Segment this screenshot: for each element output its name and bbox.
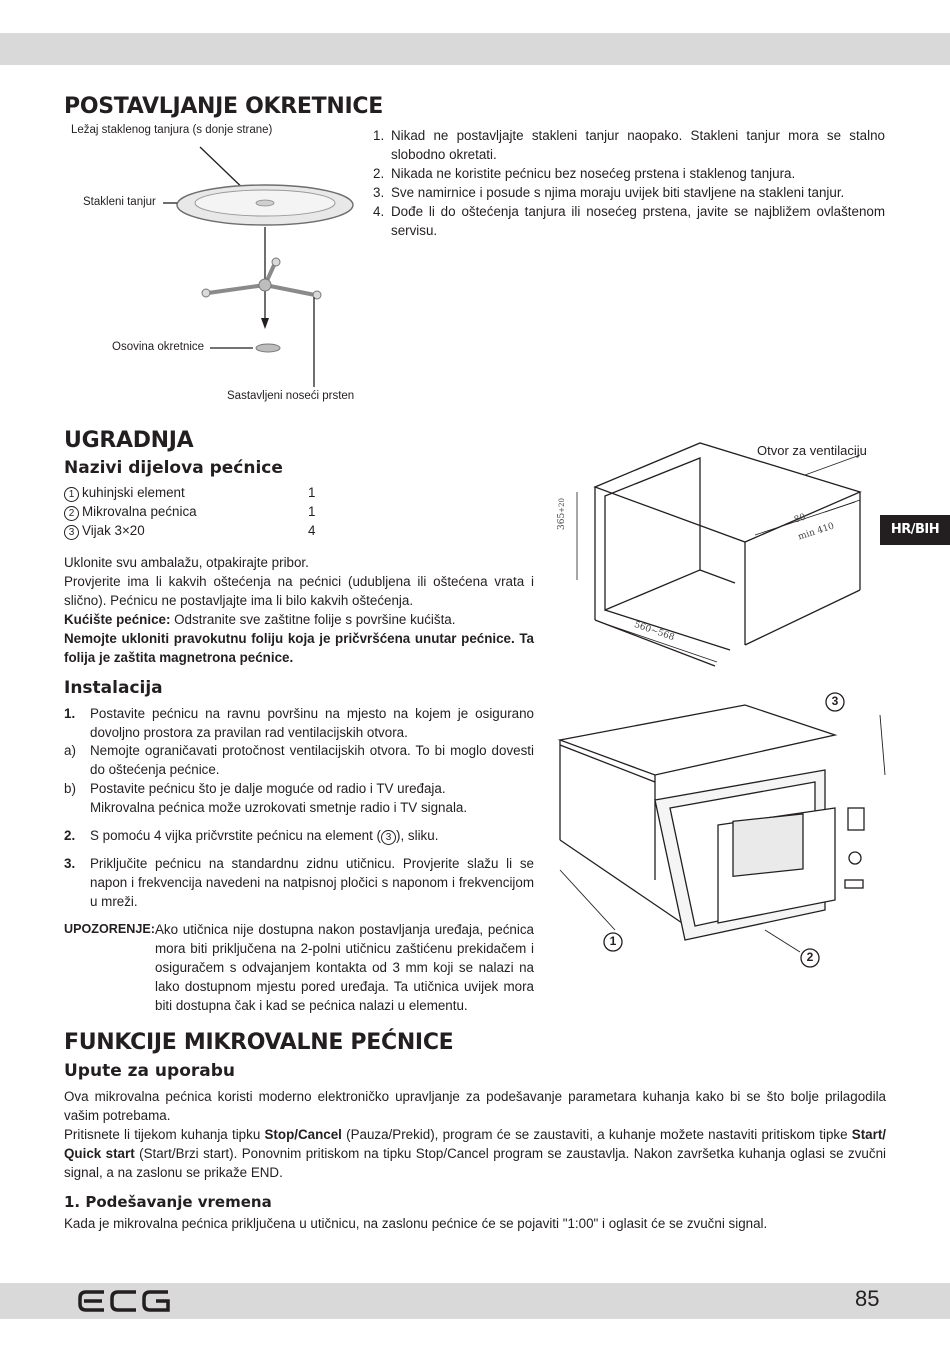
logo-letter-c bbox=[112, 1292, 136, 1310]
step-text: Nemojte ograničavati protočnost ventilacijskih otvora. To bi moglo dovesti do oštećenja pećnice. bbox=[90, 743, 534, 777]
note-text: Nikad ne postavljajte stakleni tanjur naopako. Stakleni tanjur mora se stalno slobodno okretati. bbox=[391, 128, 885, 162]
step-text: Priključite pećnicu na standardnu zidnu utičnicu. Provjerite slažu li se napon i frekvencija navedeni na natpisnoj pločici s naponom i frekvencijom u mreži. bbox=[90, 856, 534, 909]
part-qty: 1 bbox=[308, 485, 316, 500]
vent-pointer bbox=[805, 455, 860, 475]
step-a bbox=[64, 741, 534, 779]
control-button bbox=[845, 880, 863, 888]
step-text-post: ), sliku. bbox=[396, 828, 439, 843]
note-number: 4. bbox=[373, 204, 385, 219]
dim-height-tol: +2 bbox=[558, 502, 566, 513]
usage-text bbox=[64, 1087, 886, 1182]
installation-title: Instalacija bbox=[64, 678, 163, 698]
time-setting-title: 1. Podešavanje vremena bbox=[64, 1193, 272, 1211]
usage-paragraph-1: Ova mikrovalna pećnica koristi moderno elektroničko upravljanje za podešavanje parametara kuhanja kako bi se što bolje prilagodila vašim potrebama. bbox=[64, 1089, 886, 1123]
stop-key-label: Stop/Cancel bbox=[264, 1127, 342, 1142]
dim-height-value: 365 bbox=[557, 512, 567, 530]
usage-paragraph-2 bbox=[64, 1125, 886, 1182]
dim-width-label: 560~568 bbox=[632, 620, 676, 644]
check-text: Provjerite ima li kakvih oštećenja na pećnici (udubljena ili oštećena vrata i slično). Pećnicu ne postavljajte ima li bilo kakvih oštećenja. bbox=[64, 574, 534, 608]
language-tab: HR/BIH bbox=[880, 515, 950, 545]
turntable-diagram bbox=[150, 135, 370, 395]
part-number-badge: 3 bbox=[64, 525, 79, 540]
label-shaft: Osovina okretnice bbox=[112, 341, 205, 353]
step-1 bbox=[64, 704, 534, 742]
housing-label: Kućište pećnice: bbox=[64, 612, 171, 627]
step-line: Postavite pećnicu što je dalje moguće od radio i TV uređaja. bbox=[90, 781, 446, 796]
table-row bbox=[64, 521, 315, 540]
note-item bbox=[373, 202, 885, 240]
functions-title: FUNKCIJE MIKROVALNE PEĆNICE bbox=[64, 1030, 454, 1055]
dim-height-label bbox=[557, 498, 567, 530]
cabinet-edge bbox=[745, 590, 860, 645]
usage-title: Upute za uporabu bbox=[64, 1061, 236, 1081]
step-number: 2. bbox=[64, 828, 76, 843]
note-item bbox=[373, 183, 885, 202]
vent-label: Otvor za ventilaciju bbox=[757, 443, 867, 458]
dim-height-tol2: 0 bbox=[558, 498, 566, 503]
step-line: Mikrovalna pećnica može uzrokovati smetnje radio i TV signala. bbox=[90, 800, 468, 815]
step-marker: b) bbox=[64, 781, 76, 796]
table-row bbox=[64, 483, 315, 502]
caution-text: Ako utičnica nije dostupna nakon postavljanja uređaja, pećnica mora biti priključena na 2-polni utičnicu zaštićenu prekidačem i osiguračem s odvajanjem kontakta od 3 mm koji se nalazi na lako dostupnom mjestu pored uređaja. Ta utičnica uvijek mora biti dostupna čak i kad se pećnica nalazi u elementu. bbox=[155, 922, 534, 1013]
callout-leader bbox=[560, 870, 615, 930]
part-name-cell bbox=[64, 483, 308, 502]
step-number: 1. bbox=[64, 706, 76, 721]
cabinet-dimension-diagram bbox=[555, 440, 885, 670]
note-number: 1. bbox=[373, 128, 385, 143]
label-ring: Sastavljeni noseći prsten bbox=[227, 390, 355, 402]
housing-text bbox=[64, 610, 534, 629]
step-marker: a) bbox=[64, 743, 76, 758]
part-name: Vijak 3×20 bbox=[82, 523, 145, 538]
note-number: 2. bbox=[373, 166, 385, 181]
cabinet-top bbox=[560, 705, 835, 775]
usage-text-part: Pritisnete li tijekom kuhanja tipku bbox=[64, 1127, 265, 1142]
note-text: Sve namirnice i posude s njima moraju uvijek biti stavljene na stakleni tanjur. bbox=[391, 185, 845, 200]
arrow-head bbox=[261, 318, 269, 329]
step-text bbox=[90, 779, 534, 817]
note-item bbox=[373, 164, 885, 183]
step-number: 3. bbox=[64, 856, 76, 871]
step-2 bbox=[64, 826, 534, 845]
housing-body: Odstranite sve zaštitne folije s površine kućišta. bbox=[170, 612, 456, 627]
control-knob bbox=[849, 852, 861, 864]
microwave-window bbox=[733, 814, 803, 876]
callout-ref-badge: 3 bbox=[381, 830, 396, 845]
part-name-cell bbox=[64, 502, 308, 521]
header-bar bbox=[0, 33, 950, 65]
part-number-badge: 2 bbox=[64, 506, 79, 521]
callout-3-label: 3 bbox=[831, 694, 839, 708]
roller-wheel bbox=[202, 289, 210, 297]
dim-depth-label: min 410 bbox=[797, 521, 836, 543]
usage-text-part: (Start/Brzi start). Ponovnim pritiskom na tipku Stop/Cancel program se zaustavlja. Nakon završetka kuhanja oglasi se zvučni signal, a na zaslonu se prikaže END. bbox=[64, 1146, 886, 1180]
callout-1-label: 1 bbox=[609, 934, 617, 948]
step-b bbox=[64, 779, 534, 817]
note-text: Dođe li do oštećenja tanjura ili nosećeg prstena, javite se najbližem ovlaštenom servisu. bbox=[391, 204, 885, 238]
part-name-cell bbox=[64, 521, 308, 540]
note-text: Nikada ne koristite pećnicu bez nosećeg prstena i staklenog tanjura. bbox=[391, 166, 796, 181]
ecg-logo bbox=[78, 1289, 173, 1313]
caution-label: UPOZORENJE: bbox=[64, 922, 155, 936]
step-text-pre: S pomoću 4 vijka pričvrstite pećnicu na element ( bbox=[90, 828, 382, 843]
roller-wheel bbox=[272, 258, 280, 266]
part-qty: 1 bbox=[308, 504, 316, 519]
note-number: 3. bbox=[373, 185, 385, 200]
start-key-label: Start/ Quick start bbox=[64, 1127, 887, 1161]
part-qty: 4 bbox=[308, 523, 316, 538]
label-roller-bearing: Ležaj staklenog tanjura (s donje strane) bbox=[71, 124, 273, 136]
roller-ring-hub bbox=[259, 279, 271, 291]
usage-text-part: (Pauza/Prekid), program će se zaustaviti, a kuhanje možete nastaviti pritiskom tipke bbox=[341, 1127, 852, 1142]
step-text: Postavite pećnicu na ravnu površinu na mjesto na kojem je osigurano dovoljno prostora za pravilan rad ventilacijskih otvora. bbox=[90, 706, 534, 740]
time-setting-text: Kada je mikrovalna pećnica priključena u utičnicu, na zaslonu pećnice će se pojaviti "1:00" i oglasit će se zvučni signal. bbox=[64, 1216, 768, 1231]
cabinet-opening-edge bbox=[700, 570, 735, 583]
oven-install-diagram bbox=[555, 690, 890, 970]
step-3 bbox=[64, 854, 534, 911]
part-number-badge: 1 bbox=[64, 487, 79, 502]
install-title: UGRADNJA bbox=[64, 428, 194, 453]
logo-letter-g bbox=[144, 1292, 168, 1310]
turntable-title: POSTAVLJANJE OKRETNICE bbox=[64, 94, 383, 119]
glass-tray-hub bbox=[256, 200, 274, 206]
shaft-shape bbox=[256, 344, 280, 352]
label-glass-tray: Stakleni tanjur bbox=[83, 196, 156, 208]
dim-gap-label: 80 bbox=[793, 512, 807, 526]
unpack-text: Uklonite svu ambalažu, otpakirajte pribor. bbox=[64, 555, 309, 570]
callout-leader bbox=[880, 715, 885, 775]
callout-leader bbox=[765, 930, 800, 952]
parts-table bbox=[64, 483, 315, 540]
callout-2-label: 2 bbox=[806, 950, 814, 964]
caution-block bbox=[64, 920, 534, 1015]
parts-title: Nazivi dijelova pećnice bbox=[64, 458, 283, 478]
table-row bbox=[64, 502, 315, 521]
prep-text-block bbox=[64, 553, 534, 667]
control-display bbox=[848, 808, 864, 830]
note-item bbox=[373, 126, 885, 164]
foil-warning: Nemojte ukloniti pravokutnu foliju koja je pričvršćena unutar pećnice. Ta folija je zaštita magnetrona pećnice. bbox=[64, 631, 534, 665]
step-text bbox=[90, 826, 534, 845]
turntable-notes bbox=[373, 126, 885, 240]
part-name: kuhinjski element bbox=[82, 485, 185, 500]
page-number: 85 bbox=[855, 1286, 880, 1311]
part-name: Mikrovalna pećnica bbox=[82, 504, 197, 519]
